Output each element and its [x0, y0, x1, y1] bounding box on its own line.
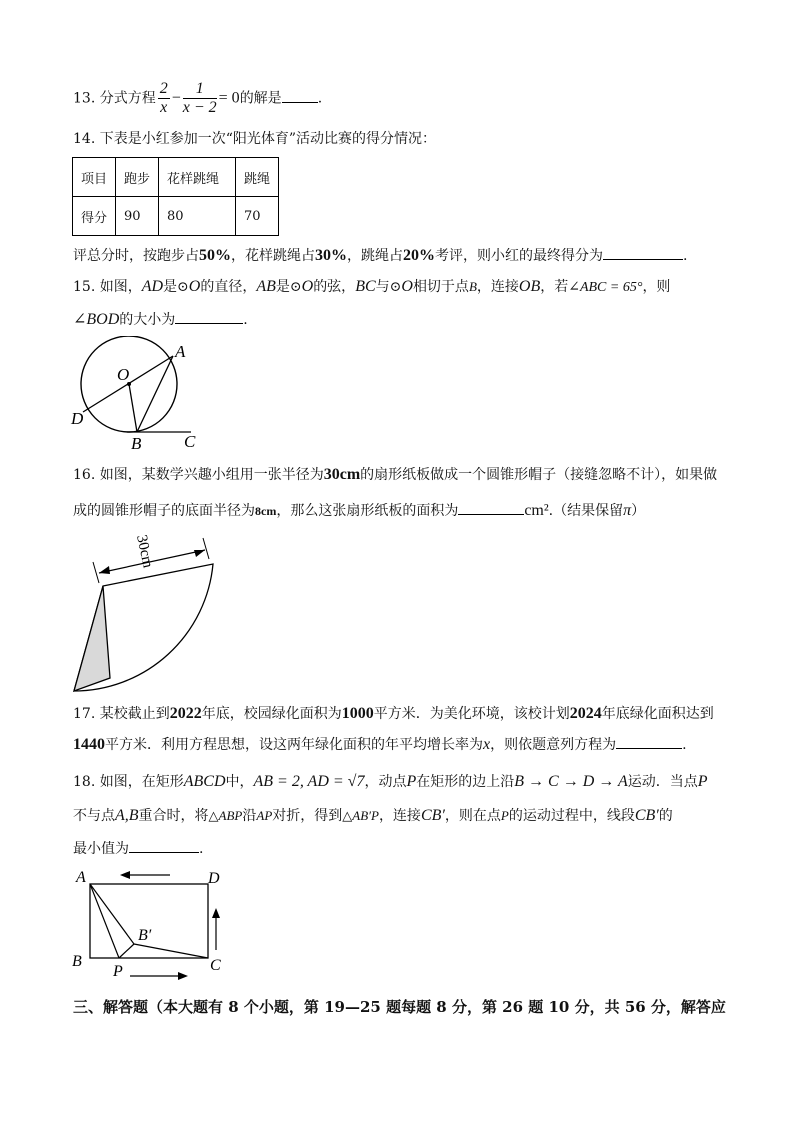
- q18-line-2: [73, 806, 673, 826]
- q16-number: 16.: [73, 467, 96, 483]
- q17-text: 平方米．利用方程思想，设这两年绿化面积的年平均增长率为: [105, 737, 483, 753]
- q18-math: CB′: [420, 807, 445, 824]
- q18-text: ，动点: [364, 774, 407, 790]
- q15-text: 的大小为: [119, 312, 176, 328]
- q15-text: 如图，: [99, 279, 142, 295]
- q15-math: AB: [256, 278, 276, 295]
- q15-text: ，连接: [476, 279, 519, 295]
- q16-text: 的扇形纸板做成一个圆锥形帽子（接缝忽略不计），如果做: [360, 467, 718, 483]
- shaded-seam: [74, 586, 110, 691]
- q16-unit: cm²: [524, 502, 549, 519]
- q17-variable: x: [483, 736, 491, 753]
- q18-text: 中，: [225, 774, 254, 790]
- q14-text: 下表是小红参加一次“阳光体育”活动比赛的得分情况：: [99, 131, 437, 147]
- q15-number: 15.: [73, 279, 96, 295]
- q17-text: 年底绿化面积达到: [601, 706, 714, 722]
- q15-end: .: [243, 312, 248, 328]
- q17-text: ，则依题意列方程为: [490, 737, 617, 753]
- segment-ap: [90, 884, 119, 958]
- q15-text: ，若: [540, 279, 569, 295]
- q13-fraction-2: [183, 80, 217, 117]
- q15-text: 是⊙: [275, 279, 302, 295]
- label-o: O: [117, 365, 130, 384]
- q18-text: 运动．当点: [627, 774, 698, 790]
- q13-fraction-1: [158, 80, 170, 117]
- q18-text: 的: [658, 808, 673, 824]
- q16-radius: 30cm: [323, 466, 361, 483]
- q15-text: 相切于点: [412, 279, 469, 295]
- label-d: D: [71, 409, 84, 428]
- q14-text: ，跳绳占: [347, 248, 403, 264]
- q15-math: O: [401, 278, 413, 295]
- q16-text: .（结果保留: [548, 503, 624, 519]
- q18-text: 沿: [242, 808, 257, 824]
- q16-text: ，那么这张扇形纸板的面积为: [276, 503, 459, 519]
- q15-circle-figure: [65, 336, 215, 454]
- table-header-cell: 项目: [73, 158, 116, 197]
- score-table: [72, 157, 279, 236]
- q18-math: B → C → D → A: [514, 773, 628, 790]
- section-3-heading: 三、解答题（本大题有 8 个小题，第 19—25 题每题 8 分，第 26 题 10 分，共 56 分，解答应: [73, 998, 726, 1016]
- q16-answer-blank[interactable]: [458, 500, 524, 515]
- q18-number: 18.: [73, 774, 96, 790]
- label-a: A: [76, 869, 86, 886]
- q16-text: ）: [631, 503, 646, 519]
- dim-tick-left: [93, 562, 99, 583]
- q13-end: .: [317, 90, 323, 107]
- q18-math: △ABP: [208, 808, 243, 823]
- q18-math: CB′: [634, 807, 659, 824]
- q18-line-3: [73, 838, 203, 859]
- table-cell: 90: [116, 197, 159, 236]
- label-b-prime: B′: [138, 927, 152, 944]
- q14-text: 考评，则小红的最终得分为: [435, 248, 603, 264]
- question-16: [73, 465, 717, 485]
- q13-number: 13.: [73, 90, 96, 107]
- q15-text: ，则: [642, 279, 671, 295]
- q13-equals: = 0: [218, 89, 240, 107]
- table-header-cell: 花样跳绳: [159, 158, 236, 197]
- q18-text: 的运动过程中，线段: [508, 808, 635, 824]
- q18-math: P: [500, 808, 509, 823]
- q18-text: 如图，在矩形: [99, 774, 184, 790]
- q15-math: ∠ABC = 65°: [568, 280, 643, 295]
- q17-text: 平方米．为美化环境，该校计划: [373, 706, 570, 722]
- q15-line-2: [73, 309, 248, 330]
- arrow-up-head: [212, 908, 220, 918]
- q13-frac1-den: x: [160, 99, 168, 116]
- arrow-right-head: [178, 972, 188, 980]
- q18-math: AP: [256, 808, 273, 823]
- q15-text: 的直径，: [200, 279, 257, 295]
- q18-text: 不与点: [73, 808, 115, 824]
- q18-text: ，连接: [378, 808, 421, 824]
- segment-ab-prime: [90, 884, 134, 944]
- table-cell: 70: [236, 197, 279, 236]
- q13-minus: −: [171, 89, 181, 107]
- q17-end: .: [682, 737, 687, 753]
- label-c: C: [210, 957, 221, 974]
- q14-percent: 50%: [199, 247, 231, 264]
- q13-frac2-den: x − 2: [182, 99, 217, 116]
- q18-math: P: [697, 773, 708, 790]
- q13-text: 分式方程: [99, 90, 156, 107]
- q14-number: 14.: [73, 131, 96, 147]
- q17-answer-blank[interactable]: [616, 734, 682, 749]
- q17-area: 1440: [73, 736, 105, 753]
- label-30cm: 30cm: [133, 533, 156, 570]
- table-header-cell: 跑步: [116, 158, 159, 197]
- segment-cb-prime: [134, 944, 208, 958]
- q18-math: △AB′P: [342, 808, 379, 823]
- q17-text: 某校截止到: [99, 706, 170, 722]
- table-header-cell: 跳绳: [236, 158, 279, 197]
- q16-text: 成的圆锥形帽子的底面半径为: [73, 503, 255, 519]
- q13-text-after: 的解是: [239, 90, 282, 107]
- q18-math: P: [406, 773, 417, 790]
- radius-ob: [129, 384, 137, 432]
- q15-math: B: [468, 279, 477, 294]
- label-c: C: [184, 432, 196, 451]
- q13-answer-blank[interactable]: [282, 88, 318, 103]
- q15-text: 与⊙: [375, 279, 402, 295]
- q17-area: 1000: [341, 705, 374, 722]
- q18-text: 在矩形的边上沿: [416, 774, 515, 790]
- label-b: B: [72, 953, 82, 970]
- q14-text: ，花样跳绳占: [231, 248, 315, 264]
- q15-text: 是⊙: [163, 279, 189, 295]
- q15-math: O: [188, 278, 201, 295]
- q16-line-2: [73, 500, 645, 521]
- q16-pi: π: [623, 502, 632, 519]
- q15-math: OB: [518, 278, 541, 295]
- q13-frac1-num: 2: [159, 80, 168, 97]
- q18-math: A,B: [115, 807, 139, 824]
- q16-sector-figure: [65, 528, 225, 698]
- label-b: B: [131, 434, 142, 453]
- label-d: D: [208, 870, 220, 887]
- q17-number: 17.: [73, 706, 96, 722]
- dim-tick-right: [203, 538, 209, 559]
- question-13: [73, 80, 323, 116]
- q13-frac2-num: 1: [183, 80, 217, 99]
- q18-text: 对折，得到: [272, 808, 343, 824]
- q18-end: .: [199, 841, 204, 857]
- q14-percent: 20%: [403, 247, 435, 264]
- q17-line-2: [73, 734, 687, 755]
- q14-percent: 30%: [315, 247, 347, 264]
- arrow-head-left: [99, 566, 110, 574]
- q18-answer-blank[interactable]: [129, 838, 199, 853]
- q17-year: 2024: [569, 705, 602, 722]
- q15-answer-blank[interactable]: [175, 309, 243, 324]
- segment-pb-prime: [119, 944, 134, 958]
- q14-line-2: [73, 245, 687, 266]
- q14-answer-blank[interactable]: [603, 245, 683, 260]
- q18-text: 最小值为: [73, 841, 129, 857]
- table-row: [73, 158, 279, 197]
- question-14: [73, 129, 436, 149]
- q15-math: ∠BOD: [73, 311, 120, 328]
- table-row: [73, 197, 279, 236]
- question-18: [73, 772, 708, 792]
- q15-text: 的弦，: [313, 279, 356, 295]
- table-cell: 80: [159, 197, 236, 236]
- q16-base-radius: 8cm: [255, 504, 277, 518]
- q18-text: 重合时，将: [138, 808, 209, 824]
- q18-math: ABCD: [183, 773, 226, 790]
- q18-math: AB = 2, AD = √7: [253, 773, 365, 790]
- label-a: A: [175, 342, 186, 361]
- table-row-label: 得分: [73, 197, 116, 236]
- q15-math: O: [301, 278, 314, 295]
- label-p: P: [113, 963, 123, 980]
- q18-text: ，则在点: [444, 808, 501, 824]
- q14-text: 评总分时，按跑步占: [73, 248, 199, 264]
- q15-math: BC: [355, 278, 376, 295]
- question-15: [73, 277, 670, 298]
- arrow-head-right: [194, 550, 205, 557]
- q14-end: .: [683, 248, 688, 264]
- arrow-left-head: [120, 871, 130, 879]
- q16-text: 如图，某数学兴趣小组用一张半径为: [99, 467, 324, 483]
- q17-text: 年底，校园绿化面积为: [201, 706, 342, 722]
- q18-rectangle-figure: [68, 864, 238, 984]
- q17-year: 2022: [169, 705, 202, 722]
- question-17: [73, 704, 714, 724]
- q15-math: AD: [141, 278, 164, 295]
